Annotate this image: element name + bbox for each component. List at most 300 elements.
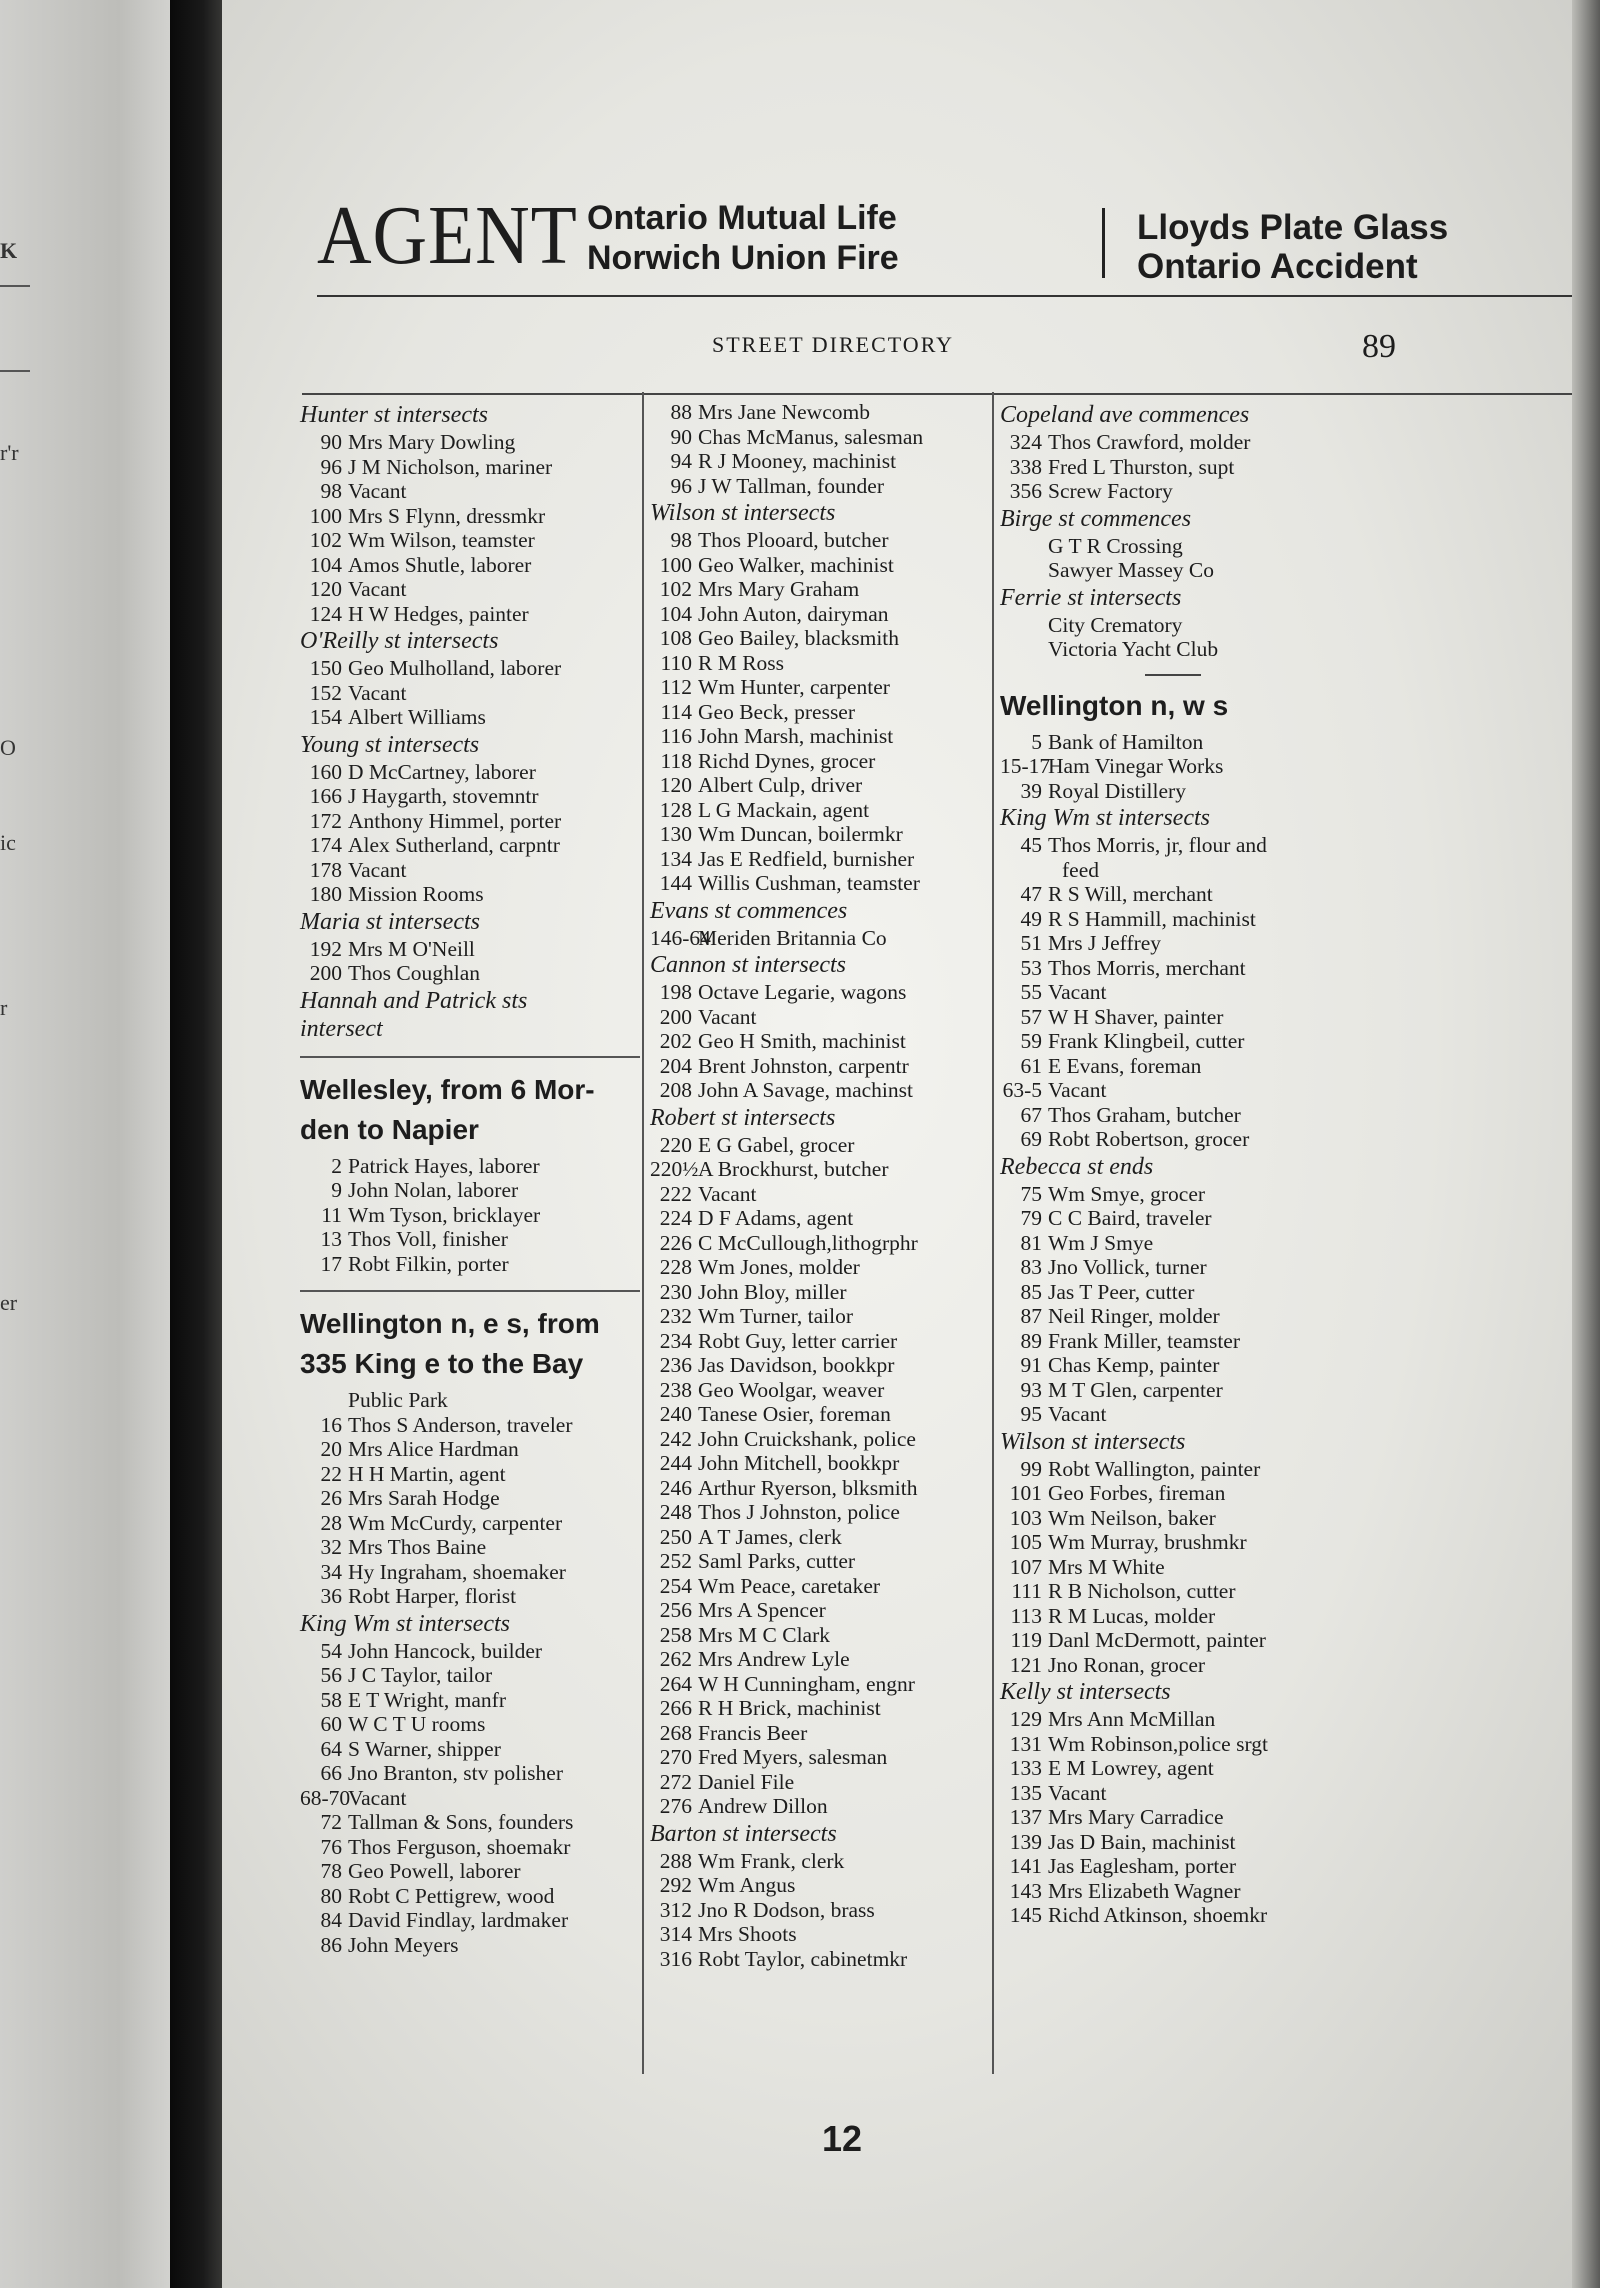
house-number: 111 xyxy=(1011,1579,1042,1603)
resident-name: Ham Vinegar Works xyxy=(1048,754,1224,778)
directory-entry xyxy=(650,1133,990,1158)
directory-entry xyxy=(650,528,990,553)
directory-entry xyxy=(300,1203,640,1228)
house-number: 112 xyxy=(660,675,692,699)
directory-entry xyxy=(1000,1078,1345,1103)
resident-name: Wm McCurdy, carpenter xyxy=(348,1510,563,1535)
house-number: 256 xyxy=(659,1598,692,1622)
resident-name: John Hancock, builder xyxy=(348,1638,543,1663)
house-number: 248 xyxy=(659,1500,692,1524)
house-number: 145 xyxy=(1009,1903,1042,1927)
street-heading: den to Napier xyxy=(300,1113,479,1145)
ad-rule xyxy=(317,295,1600,297)
resident-name: John A Savage, machinst xyxy=(698,1078,913,1102)
margin-rule xyxy=(0,285,30,287)
resident-name: Vacant xyxy=(348,577,407,601)
cross-street-heading: O'Reilly st intersects xyxy=(300,628,499,654)
resident-name: J M Nicholson, mariner xyxy=(348,454,553,479)
house-number: 80 xyxy=(320,1883,342,1908)
house-number: 89 xyxy=(1020,1328,1042,1353)
directory-entry xyxy=(1000,1378,1345,1403)
directory-entry xyxy=(650,651,990,676)
directory-entry xyxy=(650,1500,990,1525)
house-number: 66 xyxy=(320,1761,342,1785)
directory-entry xyxy=(1000,430,1345,455)
directory-entry xyxy=(1000,1054,1345,1079)
cross-street-heading: Kelly st intersects xyxy=(1000,1679,1171,1705)
directory-entry xyxy=(1000,1127,1345,1152)
resident-name: Thos S Anderson, traveler xyxy=(348,1412,573,1437)
directory-entry xyxy=(300,602,640,627)
directory-entry xyxy=(650,749,990,774)
resident-name: Albert Culp, driver xyxy=(698,773,863,797)
directory-entry xyxy=(650,1873,990,1898)
house-number: 356 xyxy=(1009,479,1042,503)
directory-entry xyxy=(650,675,990,700)
house-number: 134 xyxy=(659,846,692,871)
resident-name: R B Nicholson, cutter xyxy=(1048,1579,1236,1603)
house-number: 72 xyxy=(320,1810,342,1834)
directory-entry xyxy=(300,681,640,706)
resident-name: R S Will, merchant xyxy=(1048,882,1213,906)
house-number: 22 xyxy=(320,1461,342,1486)
book-spine-shadow xyxy=(170,0,225,2288)
resident-name: Mission Rooms xyxy=(348,882,484,906)
column-rule xyxy=(992,392,994,2074)
directory-entry xyxy=(650,1206,990,1231)
house-number: 103 xyxy=(1009,1505,1042,1530)
house-number: 230 xyxy=(659,1279,692,1304)
resident-name: Frank Miller, teamster xyxy=(1048,1328,1240,1353)
house-number: 244 xyxy=(659,1451,692,1475)
resident-name: Fred L Thurston, supt xyxy=(1048,454,1235,479)
resident-name: Jas T Peer, cutter xyxy=(1048,1279,1195,1304)
house-number: 85 xyxy=(1020,1279,1042,1304)
directory-entry xyxy=(650,1476,990,1501)
house-number: 32 xyxy=(320,1535,342,1559)
resident-name: Robt C Pettigrew, wood xyxy=(348,1883,555,1908)
directory-entry xyxy=(1000,730,1345,755)
house-number: 16 xyxy=(320,1412,342,1437)
house-number: 57 xyxy=(1020,1004,1042,1029)
directory-entry xyxy=(1000,1756,1345,1781)
previous-page-margin xyxy=(0,0,170,2288)
resident-name: Thos Voll, finisher xyxy=(348,1227,508,1251)
house-number: 49 xyxy=(1020,906,1042,931)
resident-name: Vacant xyxy=(348,479,407,503)
resident-name: Mrs Sarah Hodge xyxy=(348,1486,500,1510)
house-number: 338 xyxy=(1009,454,1042,479)
house-number: 61 xyxy=(1020,1053,1042,1078)
directory-entry xyxy=(1000,1402,1345,1427)
house-number: 135 xyxy=(1009,1780,1042,1805)
resident-name: Jno R Dodson, brass xyxy=(698,1897,875,1922)
resident-name: D McCartney, laborer xyxy=(348,759,536,784)
house-number: 13 xyxy=(320,1227,342,1251)
directory-entry xyxy=(650,1054,990,1079)
directory-entry xyxy=(300,504,640,529)
resident-name: R J Mooney, machinist xyxy=(698,449,897,473)
house-number: 81 xyxy=(1020,1230,1042,1255)
resident-name: Vacant xyxy=(698,1004,757,1029)
house-number: 154 xyxy=(309,705,342,729)
directory-entry xyxy=(300,1535,640,1560)
directory-entry xyxy=(650,474,990,499)
house-number: 128 xyxy=(659,797,692,822)
directory-entry xyxy=(650,1427,990,1452)
directory-entry xyxy=(300,882,640,907)
house-number: 28 xyxy=(320,1510,342,1535)
resident-name: Mrs Andrew Lyle xyxy=(698,1647,850,1671)
house-number: 120 xyxy=(659,773,692,797)
resident-name: John Meyers xyxy=(348,1932,459,1957)
resident-name: Vacant xyxy=(348,857,407,882)
resident-name: Alex Sutherland, carpntr xyxy=(348,833,560,857)
directory-entry xyxy=(1000,1182,1345,1207)
house-number: 146-64 xyxy=(650,925,711,950)
margin-fragment: K xyxy=(0,238,18,263)
resident-name: Thos Crawford, molder xyxy=(1048,430,1251,454)
resident-name: Chas McManus, salesman xyxy=(698,424,924,449)
directory-entry xyxy=(1000,1206,1345,1231)
house-number: 129 xyxy=(1009,1707,1042,1731)
resident-name: Wm Duncan, boilermkr xyxy=(698,822,903,846)
directory-entry xyxy=(650,773,990,798)
resident-name: Mrs Alice Hardman xyxy=(348,1437,519,1461)
resident-name: John Marsh, machinist xyxy=(698,724,894,748)
resident-name: Wm Robinson,police srgt xyxy=(1048,1731,1268,1756)
resident-name: Wm Frank, clerk xyxy=(698,1848,845,1873)
house-number: 316 xyxy=(659,1946,692,1971)
resident-name: Robt Robertson, grocer xyxy=(1048,1127,1250,1151)
cross-street-heading: Young st intersects xyxy=(300,731,480,758)
resident-name: Robt Taylor, cabinetmkr xyxy=(698,1946,908,1971)
directory-entry xyxy=(650,1849,990,1874)
directory-entry xyxy=(1000,1781,1345,1806)
directory-entry xyxy=(300,455,640,480)
resident-name: Vacant xyxy=(1048,1402,1107,1426)
directory-entry xyxy=(1000,1304,1345,1329)
directory-entry xyxy=(1000,1329,1345,1354)
resident-name: L G Mackain, agent xyxy=(698,797,870,822)
resident-name: Mrs Shoots xyxy=(698,1922,797,1946)
resident-name: W H Cunningham, engnr xyxy=(698,1671,915,1696)
house-number: 15-17 xyxy=(1000,754,1051,778)
resident-name: W H Shaver, painter xyxy=(1048,1004,1224,1029)
directory-entry xyxy=(300,1884,640,1909)
house-number: 202 xyxy=(659,1029,692,1053)
resident-name: Jas Davidson, bookkpr xyxy=(698,1353,895,1377)
house-number: 116 xyxy=(660,724,692,748)
resident-name: Geo Beck, presser xyxy=(698,699,856,724)
directory-entry xyxy=(1000,1255,1345,1280)
directory-entry xyxy=(650,1922,990,1947)
cross-street-heading: Hunter st intersects xyxy=(300,402,488,428)
resident-name: Thos J Johnston, police xyxy=(698,1500,900,1524)
directory-entry xyxy=(650,1647,990,1672)
house-number: 166 xyxy=(309,784,342,808)
house-number: 220 xyxy=(659,1132,692,1157)
house-number: 264 xyxy=(659,1671,692,1696)
resident-name: City Crematory xyxy=(1048,612,1183,637)
directory-entry xyxy=(1000,1854,1345,1879)
directory-entry xyxy=(300,1462,640,1487)
house-number: 79 xyxy=(1020,1206,1042,1230)
resident-name: Mrs Mary Dowling xyxy=(348,430,516,454)
resident-name: J C Taylor, tailor xyxy=(348,1663,493,1687)
house-number: 192 xyxy=(309,936,342,961)
resident-name: Geo Walker, machinist xyxy=(698,552,894,577)
directory-entry xyxy=(650,1402,990,1427)
resident-name: Jas E Redfield, burnisher xyxy=(698,846,915,871)
resident-name: Octave Legarie, wagons xyxy=(698,980,907,1004)
house-number: 258 xyxy=(659,1622,692,1647)
resident-name: Jas Eaglesham, porter xyxy=(1048,1854,1237,1878)
resident-name: John Nolan, laborer xyxy=(348,1178,519,1202)
running-head: STREET DIRECTORY xyxy=(712,332,955,357)
house-number: 90 xyxy=(670,424,692,449)
directory-entry xyxy=(300,1786,640,1811)
directory-entry xyxy=(650,1549,990,1574)
house-number: 270 xyxy=(659,1745,692,1769)
resident-name: Fred Myers, salesman xyxy=(698,1745,888,1769)
house-number: 204 xyxy=(659,1053,692,1078)
directory-entry xyxy=(300,1859,640,1884)
resident-name: Vacant xyxy=(348,680,407,705)
cross-street-heading: Hannah and Patrick sts xyxy=(300,987,528,1014)
resident-name: Thos Morris, merchant xyxy=(1048,955,1246,980)
directory-entry xyxy=(650,1623,990,1648)
house-number: 160 xyxy=(309,759,342,784)
directory-entry xyxy=(300,656,640,681)
house-number: 198 xyxy=(659,980,692,1004)
house-number: 130 xyxy=(659,822,692,846)
house-number: 104 xyxy=(309,552,342,577)
house-number: 93 xyxy=(1020,1377,1042,1402)
house-number: 58 xyxy=(320,1687,342,1712)
resident-name: John Mitchell, bookkpr xyxy=(698,1451,900,1475)
resident-name: Robt Filkin, porter xyxy=(348,1251,509,1276)
house-number: 121 xyxy=(1009,1652,1042,1677)
directory-entry xyxy=(300,1584,640,1609)
house-number: 100 xyxy=(659,552,692,577)
resident-name: Jno Vollick, turner xyxy=(1048,1255,1207,1279)
house-number: 98 xyxy=(670,528,692,552)
house-number: 180 xyxy=(309,882,342,906)
resident-name: Tanese Osier, foreman xyxy=(698,1402,891,1426)
resident-name: Geo Forbes, fireman xyxy=(1048,1481,1226,1505)
house-number: 292 xyxy=(659,1873,692,1897)
directory-entry xyxy=(650,1598,990,1623)
directory-entry xyxy=(1000,858,1345,883)
directory-entry xyxy=(1000,1628,1345,1653)
resident-name: Vacant xyxy=(348,1785,407,1810)
directory-entry xyxy=(650,980,990,1005)
directory-entry xyxy=(1000,1530,1345,1555)
directory-entry xyxy=(650,1696,990,1721)
resident-name: Chas Kemp, painter xyxy=(1048,1353,1220,1377)
directory-entry xyxy=(1000,1555,1345,1580)
directory-entry xyxy=(650,822,990,847)
resident-name: Mrs Mary Graham xyxy=(698,577,860,601)
resident-name: Wm Murray, brushmkr xyxy=(1048,1530,1247,1554)
resident-name: D F Adams, agent xyxy=(698,1206,854,1230)
resident-name: Brent Johnston, carpentr xyxy=(698,1053,909,1078)
cross-street-heading: Rebecca st ends xyxy=(1000,1153,1154,1180)
directory-entry xyxy=(650,1947,990,1972)
resident-name: John Auton, dairyman xyxy=(698,601,889,626)
directory-entry xyxy=(650,449,990,474)
directory-entry xyxy=(1000,754,1345,779)
house-number: 90 xyxy=(320,430,342,454)
directory-entry xyxy=(650,1721,990,1746)
directory-entry xyxy=(650,1451,990,1476)
resident-name: R M Lucas, molder xyxy=(1048,1603,1216,1628)
street-heading: Wellington n, e s, from xyxy=(300,1308,600,1339)
directory-entry xyxy=(300,1388,640,1413)
directory-entry xyxy=(650,1029,990,1054)
house-number: 91 xyxy=(1020,1353,1042,1377)
resident-name: C C Baird, traveler xyxy=(1048,1206,1212,1230)
resident-name: E T Wright, manfr xyxy=(348,1687,506,1712)
directory-entry xyxy=(300,577,640,602)
resident-name: Geo Mulholland, laborer xyxy=(348,656,562,680)
cross-street-heading: Ferrie st intersects xyxy=(1000,584,1182,611)
directory-entry xyxy=(1000,637,1345,662)
ad-divider xyxy=(1102,208,1105,278)
directory-entry xyxy=(1000,1604,1345,1629)
resident-name: Francis Beer xyxy=(698,1720,808,1745)
resident-name: E M Lowrey, agent xyxy=(1048,1756,1214,1780)
house-number: 232 xyxy=(659,1304,692,1328)
directory-entry xyxy=(300,528,640,553)
house-number: 45 xyxy=(1020,833,1042,857)
house-number: 60 xyxy=(320,1712,342,1736)
house-number: 100 xyxy=(309,503,342,528)
directory-entry xyxy=(1000,479,1345,504)
house-number: 20 xyxy=(320,1437,342,1461)
directory-entry xyxy=(650,926,990,951)
house-number: 86 xyxy=(320,1932,342,1957)
margin-fragment: O xyxy=(0,735,16,760)
resident-name: Mrs J Jeffrey xyxy=(1048,931,1162,955)
cross-street-heading: King Wm st intersects xyxy=(300,1610,510,1637)
house-number: 172 xyxy=(309,808,342,833)
ad-company: Norwich Union Fire xyxy=(587,239,899,277)
house-number: 240 xyxy=(659,1402,692,1426)
house-number: 143 xyxy=(1009,1878,1042,1903)
house-number: 102 xyxy=(309,528,342,552)
directory-entry xyxy=(650,1794,990,1819)
directory-entry xyxy=(1000,907,1345,932)
house-number: 95 xyxy=(1020,1402,1042,1426)
resident-name: Tallman & Sons, founders xyxy=(348,1810,574,1834)
directory-entry xyxy=(1000,1903,1345,1928)
directory-entry xyxy=(650,1280,990,1305)
directory-entry xyxy=(300,784,640,809)
directory-entry xyxy=(300,553,640,578)
house-number: 96 xyxy=(320,454,342,479)
cross-street-heading: Evans st commences xyxy=(650,897,848,924)
house-number: 124 xyxy=(309,601,342,626)
resident-name: Vacant xyxy=(1048,980,1107,1004)
resident-name: Wm Angus xyxy=(698,1873,796,1897)
directory-entry xyxy=(1000,956,1345,981)
section-rule xyxy=(1145,674,1201,676)
resident-name: Andrew Dillon xyxy=(698,1794,828,1818)
house-number: 208 xyxy=(659,1078,692,1102)
directory-entry xyxy=(650,1672,990,1697)
directory-entry xyxy=(300,1810,640,1835)
house-number: 144 xyxy=(659,871,692,895)
resident-name: Wm Wilson, teamster xyxy=(348,528,535,552)
cross-street-heading: Wilson st intersects xyxy=(1000,1428,1186,1455)
house-number: 200 xyxy=(309,961,342,985)
directory-entry xyxy=(650,1157,990,1182)
directory-entry xyxy=(300,1737,640,1762)
directory-entry xyxy=(650,1255,990,1280)
directory-entry xyxy=(1000,779,1345,804)
resident-name: Amos Shutle, laborer xyxy=(348,552,532,577)
house-number: 2 xyxy=(331,1153,342,1178)
directory-entry xyxy=(300,1178,640,1203)
house-number: 114 xyxy=(660,699,692,724)
house-number: 139 xyxy=(1009,1829,1042,1854)
resident-name: Albert Williams xyxy=(348,705,486,729)
resident-name: Meriden Britannia Co xyxy=(698,925,887,950)
resident-name: John Cruickshank, police xyxy=(698,1426,916,1451)
house-number: 174 xyxy=(309,833,342,857)
house-number: 34 xyxy=(320,1559,342,1584)
house-number: 87 xyxy=(1020,1304,1042,1328)
house-number: 110 xyxy=(660,650,692,675)
house-number: 39 xyxy=(1020,778,1042,803)
directory-entry xyxy=(300,1688,640,1713)
directory-entry xyxy=(300,1761,640,1786)
house-number: 11 xyxy=(321,1202,342,1227)
street-heading: Wellesley, from 6 Mor- xyxy=(300,1073,595,1105)
directory-entry xyxy=(1000,833,1345,858)
street-heading: Wellington n, w s xyxy=(1000,689,1229,721)
resident-name: Mrs M C Clark xyxy=(698,1622,830,1647)
house-number: 54 xyxy=(320,1638,342,1663)
house-number: 59 xyxy=(1020,1029,1042,1053)
resident-name: M T Glen, carpenter xyxy=(1048,1377,1223,1402)
directory-entry xyxy=(650,602,990,627)
directory-entry xyxy=(300,809,640,834)
resident-name: Patrick Hayes, laborer xyxy=(348,1153,540,1178)
resident-name: Jas D Bain, machinist xyxy=(1048,1829,1236,1854)
resident-name: Anthony Himmel, porter xyxy=(348,808,562,833)
resident-name: Vacant xyxy=(1048,1780,1107,1805)
ad-company: Ontario Accident xyxy=(1137,247,1418,286)
directory-entry xyxy=(1000,882,1345,907)
house-number: 141 xyxy=(1009,1854,1042,1878)
directory-entry xyxy=(300,858,640,883)
resident-name: Mrs M White xyxy=(1048,1554,1165,1579)
page-number: 89 xyxy=(1362,328,1396,365)
directory-entry xyxy=(1000,931,1345,956)
header-rule xyxy=(302,393,1600,395)
directory-entry xyxy=(300,961,640,986)
directory-entry xyxy=(1000,1506,1345,1531)
resident-name: Richd Atkinson, shoemkr xyxy=(1048,1903,1268,1927)
house-number: 252 xyxy=(659,1549,692,1573)
resident-name: Saml Parks, cutter xyxy=(698,1549,856,1573)
directory-entry xyxy=(1000,1029,1345,1054)
house-number: 101 xyxy=(1009,1481,1042,1505)
house-number: 36 xyxy=(320,1584,342,1608)
